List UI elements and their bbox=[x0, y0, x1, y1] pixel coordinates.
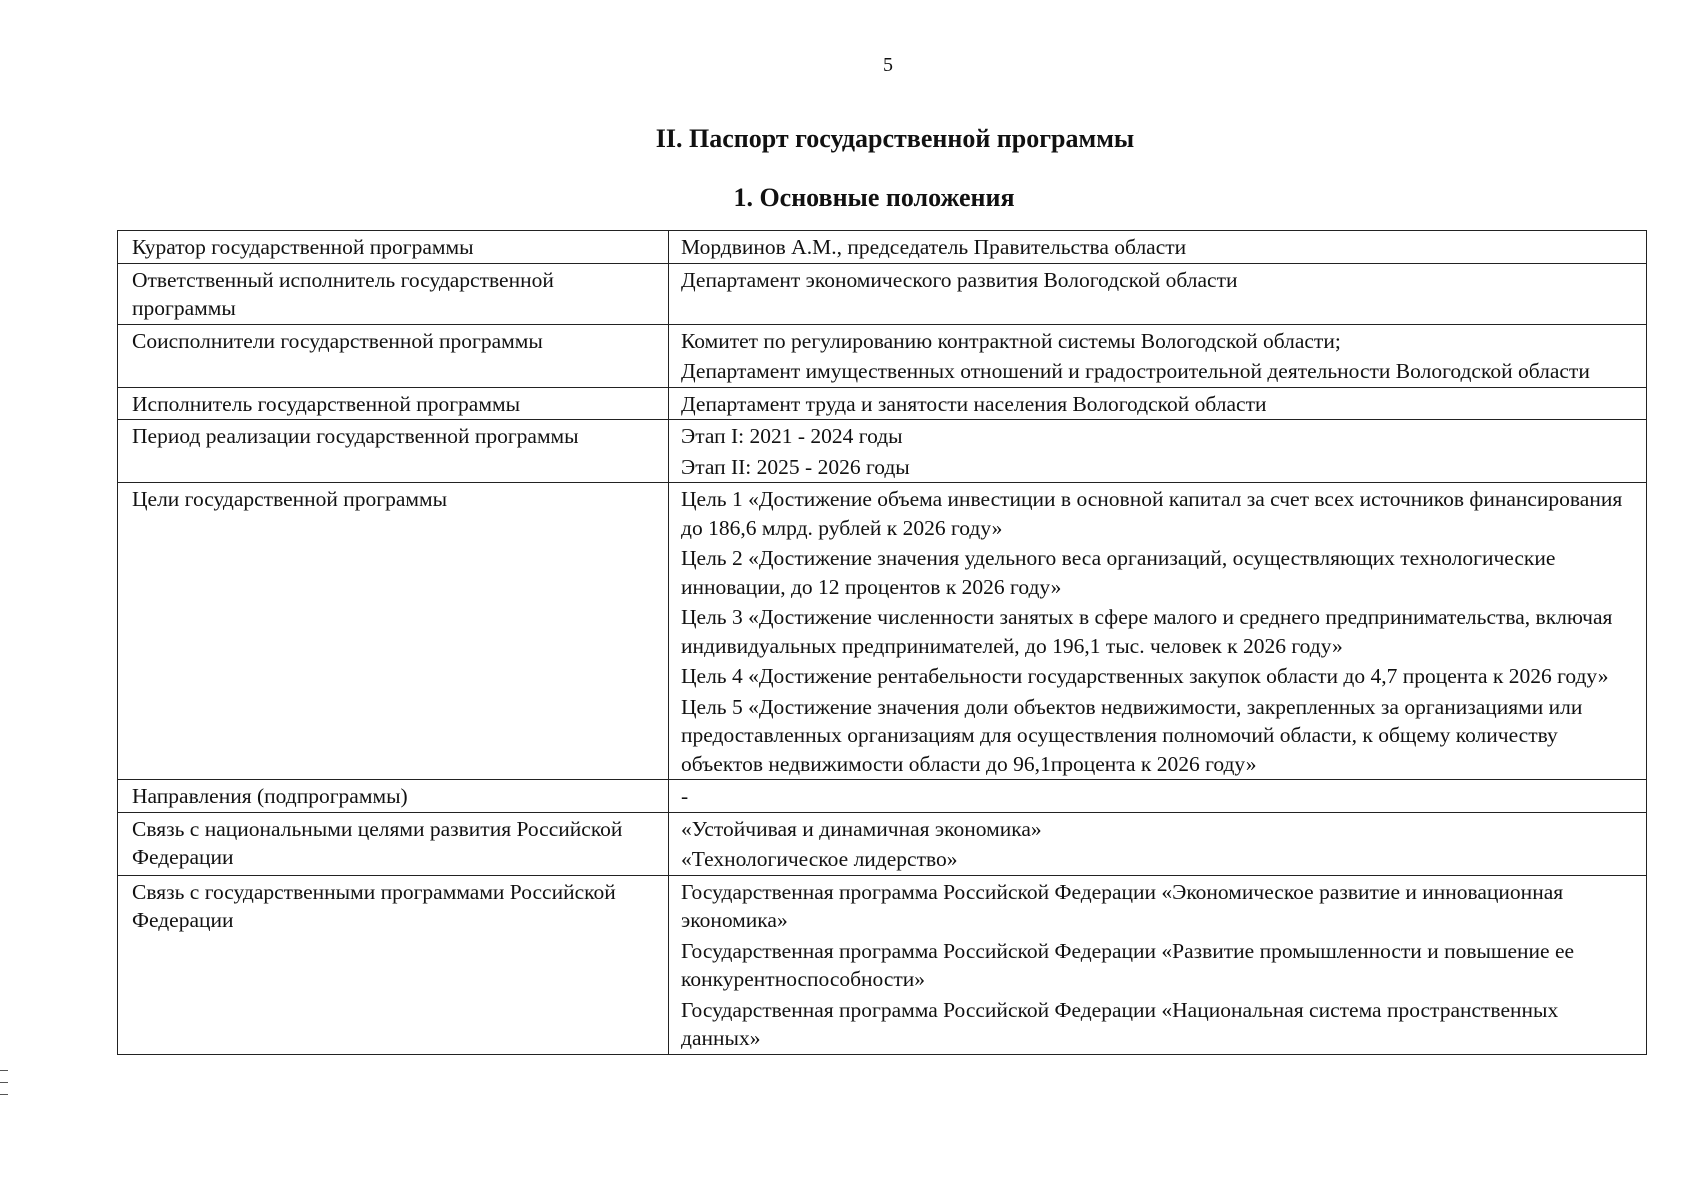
value-line: Государственная программа Российской Федерации «Экономическое развитие и инновационная экономика» bbox=[681, 879, 1564, 932]
row-value-directions bbox=[669, 780, 1647, 813]
value-line: Департамент имущественных отношений и градостроительной деятельности Вологодской области bbox=[681, 359, 1590, 383]
table-row bbox=[118, 324, 1647, 387]
row-value-curator bbox=[669, 231, 1647, 264]
value-line: Государственная программа Российской Федерации «Национальная система пространственных данных» bbox=[681, 997, 1559, 1050]
table-row bbox=[118, 780, 1647, 813]
row-value-executor bbox=[669, 387, 1647, 420]
value-line: Государственная программа Российской Федерации «Развитие промышленности и повышение ее конкурентноспособности» bbox=[681, 938, 1575, 991]
value-line: Этап II: 2025 - 2026 годы bbox=[681, 454, 910, 479]
value-line: «Технологическое лидерство» bbox=[681, 847, 958, 871]
table-row bbox=[118, 387, 1647, 420]
row-value-goals bbox=[669, 483, 1647, 780]
table-row bbox=[118, 231, 1647, 264]
binding-mark bbox=[0, 1094, 8, 1095]
table-row bbox=[118, 420, 1647, 483]
page-number: 5 bbox=[883, 54, 893, 76]
row-label-national-goals: Связь с национальными целями развития Российской Федерации bbox=[118, 812, 669, 875]
table-row bbox=[118, 812, 1647, 875]
row-label-goals: Цели государственной программы bbox=[118, 483, 669, 780]
row-value-responsible-executor bbox=[669, 263, 1647, 324]
table-row bbox=[118, 875, 1647, 1054]
value-line: Комитет по регулированию контрактной системы Вологодской области; bbox=[681, 328, 1341, 353]
goal-item: Цель 2 «Достижение значения удельного веса организаций, осуществляющих технологические инновации, до 12 процентов к 2026 году» bbox=[681, 546, 1556, 599]
row-value-co-executors bbox=[669, 324, 1647, 387]
row-label-state-programs: Связь с государственными программами Российской Федерации bbox=[118, 875, 669, 1054]
value-line: Мордвинов А.М., председатель Правительства области bbox=[681, 235, 1187, 259]
row-value-national-goals bbox=[669, 812, 1647, 875]
section-title: II. Паспорт государственной программы bbox=[655, 124, 1135, 153]
row-label-co-executors: Соисполнители государственной программы bbox=[118, 324, 669, 387]
goal-item: Цель 3 «Достижение численности занятых в сфере малого и среднего предпринимательства, включая индивидуальных предпринимателей, до 196,1 тыс. человек к 2026 году» bbox=[681, 605, 1613, 658]
binding-mark bbox=[0, 1082, 8, 1083]
row-label-responsible-executor: Ответственный исполнитель государственной программы bbox=[118, 263, 669, 324]
row-label-curator: Куратор государственной программы bbox=[118, 231, 669, 264]
value-line: «Устойчивая и динамичная экономика» bbox=[681, 816, 1042, 841]
value-line: Департамент труда и занятости населения Вологодской области bbox=[681, 391, 1267, 416]
table-row bbox=[118, 263, 1647, 324]
binding-mark bbox=[0, 1070, 8, 1071]
goal-item: Цель 4 «Достижение рентабельности государственных закупок области до 4,7 процента к 2026 году» bbox=[681, 664, 1609, 688]
row-label-period: Период реализации государственной программы bbox=[118, 420, 669, 483]
table-row bbox=[118, 483, 1647, 780]
value-line: Департамент экономического развития Вологодской области bbox=[681, 267, 1238, 292]
value-line: - bbox=[681, 784, 689, 808]
program-passport-table bbox=[117, 230, 1647, 1055]
row-label-executor: Исполнитель государственной программы bbox=[118, 387, 669, 420]
row-label-directions: Направления (подпрограммы) bbox=[118, 780, 669, 813]
row-value-period bbox=[669, 420, 1647, 483]
subsection-title: 1. Основные положения bbox=[733, 183, 1015, 212]
goal-item: Цель 1 «Достижение объема инвестиции в основной капитал за счет всех источников финансирования до 186,6 млрд. рублей к 2026 году» bbox=[681, 487, 1623, 540]
value-line: Этап I: 2021 - 2024 годы bbox=[681, 424, 903, 448]
row-value-state-programs bbox=[669, 875, 1647, 1054]
goal-item: Цель 5 «Достижение значения доли объектов недвижимости, закрепленных за организациями или предоставленных организациям для осуществления полномочий области, к общему количеству объектов недвижимости области до 96,1процента к 2026 году» bbox=[681, 694, 1583, 776]
